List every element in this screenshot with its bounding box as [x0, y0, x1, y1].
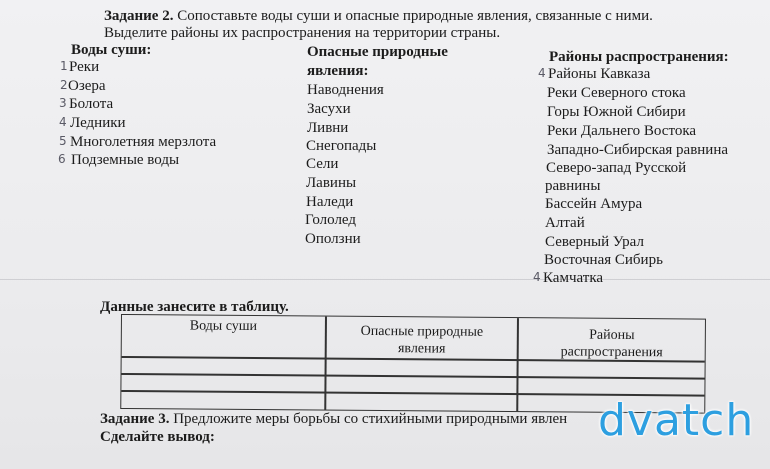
hazard-item-downpours: Ливни — [307, 120, 349, 136]
hazards-header-line2: явления: — [307, 63, 369, 79]
pen-mark-4: 4 — [59, 115, 67, 129]
task3-text: Предложите меры борьбы со стихийными природными явлен — [173, 411, 568, 427]
region-item-northern-rivers: Реки Северного стока — [547, 85, 686, 101]
pen-mark-region-1: 4 — [538, 66, 546, 80]
region-item-nw-russian-line2: равнины — [545, 178, 601, 194]
water-item-glaciers: Ледники — [70, 115, 126, 131]
hazards-header-line1: Опасные природные — [307, 44, 448, 60]
task2-label: Задание 2. — [104, 8, 174, 24]
hazard-item-floods: Наводнения — [307, 82, 384, 98]
region-item-nw-russian-line1: Северо-запад Русской — [546, 160, 687, 176]
page-fold-line — [0, 279, 770, 280]
region-item-kamchatka: Камчатка — [543, 270, 604, 286]
watermark: dvatch — [598, 395, 755, 446]
conclusion-prompt: Сделайте вывод: — [100, 429, 215, 445]
table-header-waters: Воды суши — [189, 318, 258, 335]
region-item-amur-basin: Бассейн Амура — [545, 196, 643, 212]
task2-text-line1: Сопоставьте воды суши и опасные природные явления, связанные с ними. — [177, 8, 653, 24]
pen-mark-1: 1 — [60, 59, 68, 73]
pen-mark-2: 2 — [60, 78, 68, 92]
hazard-item-avalanches: Лавины — [306, 175, 357, 191]
region-item-west-siberian-plain: Западно-Сибирская равнина — [547, 142, 729, 158]
table-header-hazards-line2: явления — [397, 341, 446, 357]
waters-header: Воды суши: — [71, 42, 152, 58]
table-caption: Данные занесите в таблицу. — [100, 299, 289, 315]
task3-heading — [100, 410, 567, 428]
hazard-item-icings: Наледи — [306, 194, 354, 210]
table-row-line-2 — [122, 373, 705, 379]
water-item-lakes: Озера — [68, 78, 106, 94]
regions-header: Районы распространения: — [549, 49, 729, 65]
hazard-item-snowfalls: Снегопады — [306, 138, 377, 154]
table-header-hazards-line1: Опасные природные — [360, 323, 484, 340]
task2-heading — [104, 7, 653, 25]
table-header-regions-line2: распространения — [560, 344, 663, 361]
water-item-permafrost: Многолетняя мерзлота — [70, 134, 217, 150]
region-item-caucasus: Районы Кавказа — [548, 66, 651, 82]
hazard-item-droughts: Засухи — [307, 101, 351, 117]
task2-text-line2: Выделите районы их распространения на территории страны. — [104, 25, 501, 41]
pen-mark-3: 3 — [59, 96, 67, 110]
table-header-regions-line1: Районы — [589, 327, 635, 344]
region-item-northern-ural: Северный Урал — [545, 234, 644, 250]
water-item-rivers: Реки — [69, 59, 100, 75]
region-item-east-siberia: Восточная Сибирь — [544, 252, 663, 268]
task3-label: Задание 3. — [100, 411, 170, 427]
pen-mark-region-2: 4 — [533, 270, 541, 284]
region-item-altai: Алтай — [545, 215, 585, 231]
water-item-swamps: Болота — [69, 96, 114, 112]
hazard-item-landslides: Оползни — [305, 231, 361, 247]
hazard-item-glaze: Гололед — [305, 212, 357, 228]
water-item-groundwater: Подземные воды — [71, 152, 180, 168]
pen-mark-5: 5 — [59, 134, 67, 148]
pen-mark-6: 6 — [58, 152, 66, 166]
region-item-far-east-rivers: Реки Дальнего Востока — [547, 123, 697, 139]
region-item-south-siberia-mountains: Горы Южной Сибири — [547, 104, 686, 120]
hazard-item-mudflows: Сели — [306, 156, 339, 172]
